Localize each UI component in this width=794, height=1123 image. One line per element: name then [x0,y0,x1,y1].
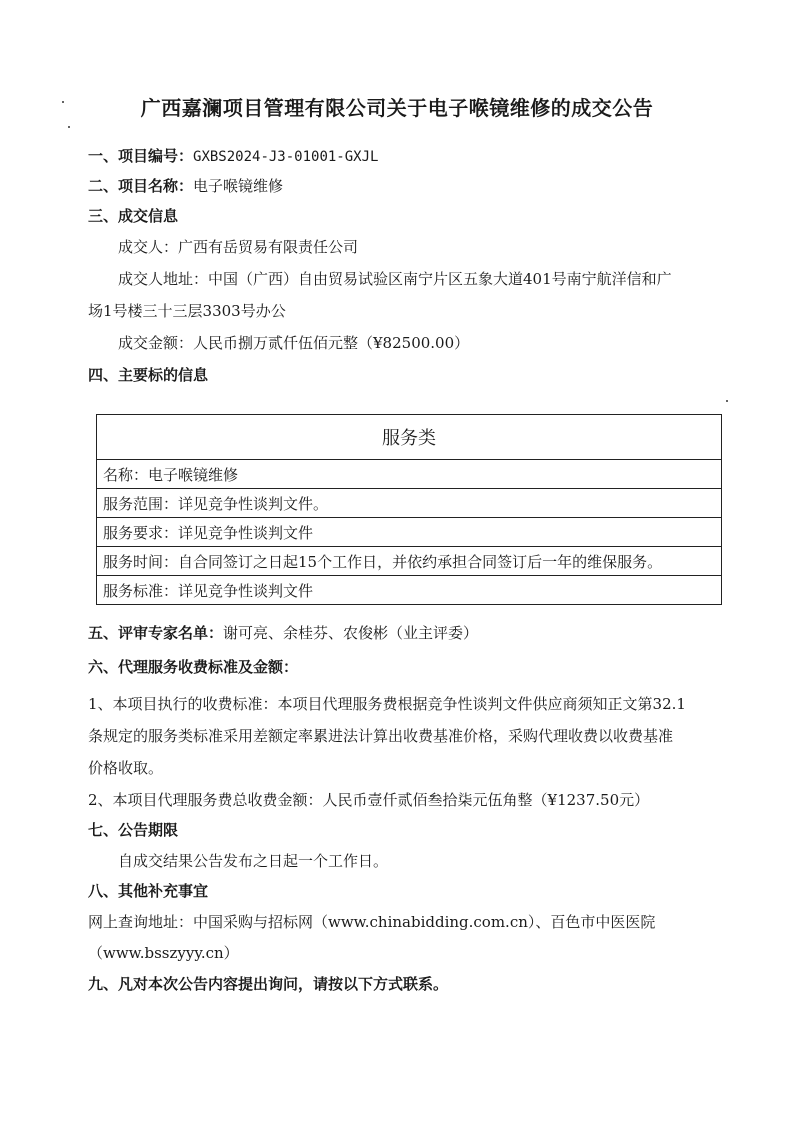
row-value: 详见竞争性谈判文件 [178,581,314,600]
row-label: 服务范围： [103,494,179,513]
section-9-heading: 九、凡对本次公告内容提出询问，请按以下方式联系。 [88,975,449,993]
scan-speck [726,400,728,402]
row-value: 详见竞争性谈判文件。 [178,494,329,513]
query-address-line-2: （www.bsszyyy.cn） [88,944,239,962]
table-row [97,489,722,518]
row-value: 电子喉镜维修 [148,465,239,484]
section-1 [88,145,378,168]
scan-speck [62,101,64,103]
section-5 [88,622,478,644]
project-number-value: GXBS2024-J3-01001-GXJL [193,149,379,165]
table-row [97,576,722,605]
section-6-heading: 六、代理服务收费标准及金额： [88,658,299,676]
notice-period-text: 自成交结果公告发布之日起一个工作日。 [118,852,389,870]
address-line-2: 场1号楼三十三层3303号办公 [88,302,286,320]
winner-line [118,236,358,258]
table-header-row [97,415,722,460]
experts-value: 谢可亮、余桂芬、农俊彬（业主评委） [223,624,479,642]
section-7-heading: 七、公告期限 [88,821,179,839]
experts-heading: 五、评审专家名单： [88,624,224,642]
row-label: 服务标准： [103,581,179,600]
amount-value: 人民币捌万贰仟伍佰元整（¥82500.00） [193,334,470,352]
fee-paragraph-1-line-2: 条规定的服务类标准采用差额定率累进法计算出收费基准价格，采购代理收费以收费基准 [88,727,674,745]
fee-paragraph-1-line-3: 价格收取。 [88,759,164,777]
section-2 [88,175,283,197]
row-value: 详见竞争性谈判文件 [178,523,314,542]
table-row [97,547,722,576]
row-label: 服务时间： [103,552,179,571]
query-address-line-1: 网上查询地址：中国采购与招标网（www.chinabidding.com.cn）、百色市中医医院 [88,913,656,931]
page-title: 广西嘉澜项目管理有限公司关于电子喉镜维修的成交公告 [140,96,654,120]
project-number-heading: 一、项目编号： [88,147,194,165]
address-line-1 [118,268,672,290]
section-4-heading: 四、主要标的信息 [88,366,209,384]
table-row [97,518,722,547]
project-name-value: 电子喉镜维修 [193,177,284,195]
amount-line [118,332,469,354]
row-label: 服务要求： [103,523,179,542]
address-label: 成交人地址： [118,270,209,288]
table-header-cell: 服务类 [97,415,722,460]
table-row [97,460,722,489]
winner-label: 成交人： [118,238,179,256]
section-3-heading: 三、成交信息 [88,207,179,225]
fee-paragraph-2: 2、本项目代理服务费总收费金额：人民币壹仟贰佰叁拾柒元伍角整（¥1237.50元） [88,791,650,809]
scan-speck [68,126,70,128]
winner-value: 广西有岳贸易有限责任公司 [178,238,359,256]
section-8-heading: 八、其他补充事宜 [88,882,209,900]
fee-paragraph-1-line-1: 1、本项目执行的收费标准：本项目代理服务费根据竞争性谈判文件供应商须知正文第32.1 [88,695,686,713]
project-name-heading: 二、项目名称： [88,177,194,195]
address-value-1: 中国（广西）自由贸易试验区南宁片区五象大道401号南宁航洋信和广 [208,270,672,288]
amount-label: 成交金额： [118,334,194,352]
row-value: 自合同签订之日起15个工作日，并依约承担合同签订后一年的维保服务。 [178,552,663,571]
row-label: 名称： [103,465,149,484]
service-table [96,414,722,605]
